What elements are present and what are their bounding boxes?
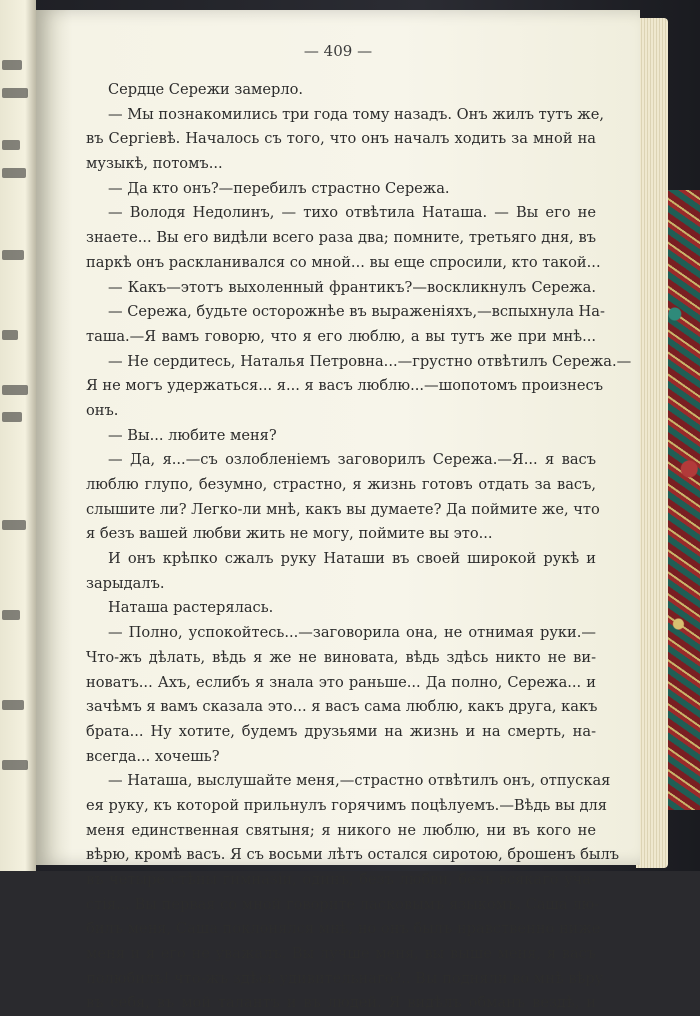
text-line: меня единственная святыня; я никого не люблю, ни въ кого не bbox=[86, 821, 596, 839]
text-line: — Полно, успокойтесь...—заговорила она, не отнимая руки.— bbox=[108, 624, 596, 642]
text-line: — Да кто онъ?—перебилъ страстно Сережа. bbox=[108, 179, 450, 197]
facing-page-fragment bbox=[2, 610, 20, 620]
book-page bbox=[36, 10, 640, 1012]
text-line: музыкѣ, потомъ... bbox=[86, 155, 223, 173]
text-line: — Наташа, выслушайте меня,—страстно отвѣтилъ онъ, отпуская bbox=[108, 772, 611, 790]
text-line: въ себя, въ мой талантъ и въ людей. Я видѣлъ обманъ вездѣ, и bbox=[86, 994, 596, 1012]
text-line: — Да, я...—съ озлобленiемъ заговорилъ Сережа.—Я... я васъ bbox=[108, 451, 596, 469]
text-line: полюбилъ! что-жъ здѣсь удивительнаго?.. Вы подняли во мнѣ вѣру bbox=[86, 969, 604, 987]
text-line: — Мы познакомились три года тому назадъ. Онъ жилъ тутъ же, bbox=[108, 105, 605, 123]
text-line: — Сережа, будьте осторожнѣе въ выраженiяхъ,—вспыхнула На- bbox=[108, 303, 605, 321]
text-line: онъ. bbox=[86, 401, 119, 419]
facing-page-fragment bbox=[2, 385, 28, 395]
text-line: меня и я его не уважалъ. Вы лучше меня, вы выше меня, я васъ bbox=[86, 945, 596, 963]
text-line: брата... Ну хотите, будемъ друзьями на жизнь и на смерть, на- bbox=[86, 722, 596, 740]
text-line: билъ меня, Саша поклонялся мнѣ, но онъ былъ нравственно ниже bbox=[86, 920, 601, 938]
facing-page-fragment bbox=[2, 168, 26, 178]
text-line: слышите ли? Легко-ли мнѣ, какъ вы думаете? Да поймите же, что bbox=[86, 500, 600, 518]
text-line: ея руку, къ которой прильнулъ горячимъ поцѣлуемъ.—Вѣдь вы для bbox=[86, 796, 607, 814]
page-edges bbox=[636, 18, 668, 868]
text-line: новатъ... Ахъ, еслибъ я знала это раньше... Да полно, Сережа... и bbox=[86, 673, 596, 691]
facing-page-fragment bbox=[2, 412, 22, 422]
text-line: таша.—Я вамъ говорю, что я его люблю, а вы тутъ же при мнѣ... bbox=[86, 327, 596, 345]
facing-page-fragment bbox=[2, 520, 26, 530]
text-line: я безъ вашей любви жить не могу, поймите вы это... bbox=[86, 525, 493, 543]
page-text bbox=[86, 78, 632, 1016]
text-line: — Вы... любите меня? bbox=[108, 426, 277, 444]
text-line: Я не могъ удержаться... я... я васъ люблю...—шопотомъ произнесъ bbox=[86, 377, 604, 395]
text-line: всегда... хочешь? bbox=[86, 747, 220, 765]
text-line: И онъ крѣпко сжалъ руку Наташи въ своей широкой рукѣ и bbox=[108, 550, 596, 568]
text-line: Наташа растерялась. bbox=[108, 599, 274, 617]
facing-page-fragment bbox=[2, 88, 28, 98]
facing-page-fragment bbox=[2, 60, 22, 70]
text-line: — Не сердитесь, Наталья Петровна...—грустно отвѣтилъ Сережа.— bbox=[108, 352, 632, 370]
text-line: вѣрю, кромѣ васъ. Я съ восьми лѣтъ остался сиротою, брошенъ былъ bbox=[86, 846, 620, 864]
text-line: люблю глупо, безумно, страстно, я жизнь готовъ отдать за васъ, bbox=[86, 476, 596, 493]
text-line: зачѣмъ я вамъ сказала это... я васъ сама люблю, какъ друга, какъ bbox=[86, 698, 598, 716]
facing-page-fragment bbox=[2, 700, 24, 710]
text-line: зарыдалъ. bbox=[86, 574, 165, 592]
marbled-endpaper bbox=[664, 190, 700, 810]
facing-page-fragment bbox=[2, 760, 28, 770]
text-line: Что-жъ дѣлать, вѣдь я же не виновата, вѣдь здѣсь никто не ви- bbox=[86, 648, 596, 666]
page-number: — 409 — bbox=[303, 42, 373, 60]
facing-page bbox=[0, 0, 36, 871]
text-line: — Володя Недолинъ, — тихо отвѣтила Наташа. — Вы его не bbox=[108, 204, 596, 222]
facing-page-fragment bbox=[2, 330, 18, 340]
text-line: въ четыре стѣны гимназiи, одинъ, безъ любви, безъ всякаго уча- bbox=[86, 871, 596, 888]
text-line: стiя... Вы первая со мной говорите ласковымъ языкомъ. Саша лю- bbox=[86, 895, 600, 913]
text-line: въ Сергiевѣ. Началось съ того, что онъ началъ ходить за мной на bbox=[86, 130, 596, 148]
text-line: знаете... Вы его видѣли всего раза два; помните, третьяго дня, въ bbox=[86, 229, 596, 247]
text-line: Сердце Сережи замерло. bbox=[108, 81, 304, 98]
facing-page-fragment bbox=[2, 250, 24, 260]
text-line: — Какъ—этотъ выхоленный франтикъ?—воскликнулъ Сережа. bbox=[108, 278, 596, 296]
facing-page-fragment bbox=[2, 140, 20, 150]
text-line: паркѣ онъ раскланивался со мной... вы еще спросили, кто такой... bbox=[86, 253, 601, 271]
